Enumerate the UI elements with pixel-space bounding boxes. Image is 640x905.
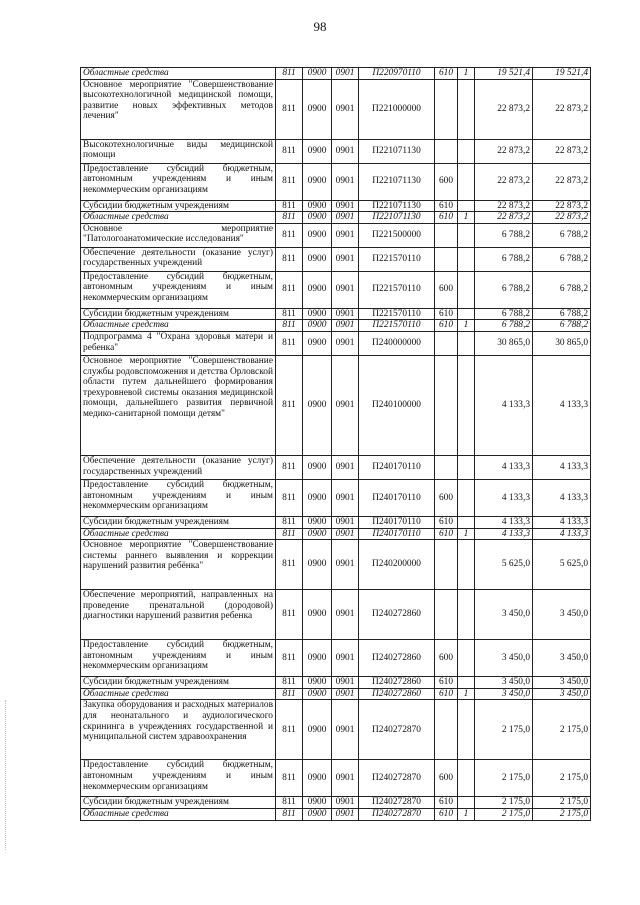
funding-source-code	[458, 590, 475, 640]
target-article-code: П221000000	[359, 79, 435, 139]
row-description: Областные средства	[81, 320, 276, 332]
amount-approved: 4 133,3	[475, 528, 533, 540]
amount-final: 2 175,0	[533, 797, 591, 809]
funding-source-code	[458, 223, 475, 247]
table-row	[81, 640, 591, 677]
table-row	[81, 688, 591, 700]
admin-code: 811	[276, 139, 303, 163]
subsection-code: 0901	[332, 79, 359, 139]
table-row	[81, 528, 591, 540]
expense-type-code: 600	[435, 163, 458, 200]
subsection-code: 0901	[332, 355, 359, 455]
amount-approved: 6 788,2	[475, 223, 533, 247]
amount-approved: 2 175,0	[475, 760, 533, 797]
section-code: 0900	[303, 700, 332, 760]
target-article-code: П240272870	[359, 797, 435, 809]
section-code: 0900	[303, 223, 332, 247]
amount-final: 30 865,0	[533, 331, 591, 355]
amount-approved: 3 450,0	[475, 590, 533, 640]
expense-type-code	[435, 455, 458, 479]
section-code: 0900	[303, 590, 332, 640]
row-description: Основное мероприятие "Совершенствование службы родовспоможения и детства Орловской области путем дальнейшего формирования трехуровневой системы оказания медицинской помощи, дальнейшего развития первичной медико-санитарной помощи детям"	[81, 355, 276, 455]
funding-source-code	[458, 139, 475, 163]
amount-approved: 6 788,2	[475, 320, 533, 332]
admin-code: 811	[276, 355, 303, 455]
section-code: 0900	[303, 808, 332, 820]
target-article-code: П240272870	[359, 760, 435, 797]
subsection-code: 0901	[332, 212, 359, 224]
amount-approved: 2 175,0	[475, 700, 533, 760]
expense-type-code	[435, 700, 458, 760]
funding-source-code: 1	[458, 688, 475, 700]
funding-source-code	[458, 700, 475, 760]
row-description: Субсидии бюджетным учреждениям	[81, 516, 276, 528]
amount-final: 3 450,0	[533, 677, 591, 689]
amount-approved: 22 873,2	[475, 212, 533, 224]
funding-source-code	[458, 455, 475, 479]
expense-type-code: 610	[435, 808, 458, 820]
amount-final: 6 788,2	[533, 247, 591, 271]
row-description: Предоставление субсидий бюджетным, автономным учреждениям и иным некоммерческим организациям	[81, 163, 276, 200]
table-row	[81, 479, 591, 516]
row-description: Обеспечение деятельности (оказание услуг) государственных учреждений	[81, 247, 276, 271]
row-description: Субсидии бюджетным учреждениям	[81, 797, 276, 809]
row-description: Областные средства	[81, 528, 276, 540]
row-description: Областные средства	[81, 212, 276, 224]
target-article-code: П221570110	[359, 271, 435, 308]
row-description: Предоставление субсидий бюджетным, автономным учреждениям и иным некоммерческим организациям	[81, 271, 276, 308]
target-article-code: П240272870	[359, 808, 435, 820]
subsection-code: 0901	[332, 688, 359, 700]
target-article-code: П240272870	[359, 700, 435, 760]
expense-type-code: 610	[435, 516, 458, 528]
admin-code: 811	[276, 479, 303, 516]
admin-code: 811	[276, 223, 303, 247]
section-code: 0900	[303, 320, 332, 332]
admin-code: 811	[276, 528, 303, 540]
funding-source-code: 1	[458, 528, 475, 540]
target-article-code: П221500000	[359, 223, 435, 247]
expense-type-code	[435, 223, 458, 247]
amount-approved: 4 133,3	[475, 455, 533, 479]
amount-final: 22 873,2	[533, 200, 591, 212]
target-article-code: П240200000	[359, 540, 435, 590]
expense-type-code: 610	[435, 68, 458, 80]
table-row	[81, 590, 591, 640]
expense-type-code: 610	[435, 308, 458, 320]
admin-code: 811	[276, 590, 303, 640]
admin-code: 811	[276, 516, 303, 528]
table-row	[81, 760, 591, 797]
table-row	[81, 540, 591, 590]
admin-code: 811	[276, 688, 303, 700]
amount-approved: 3 450,0	[475, 688, 533, 700]
admin-code: 811	[276, 320, 303, 332]
amount-approved: 19 521,4	[475, 68, 533, 80]
amount-approved: 3 450,0	[475, 640, 533, 677]
amount-final: 6 788,2	[533, 223, 591, 247]
subsection-code: 0901	[332, 700, 359, 760]
subsection-code: 0901	[332, 247, 359, 271]
subsection-code: 0901	[332, 540, 359, 590]
amount-final: 2 175,0	[533, 700, 591, 760]
scan-margin-mark	[5, 700, 8, 850]
target-article-code: П240000000	[359, 331, 435, 355]
amount-final: 19 521,4	[533, 68, 591, 80]
section-code: 0900	[303, 331, 332, 355]
subsection-code: 0901	[332, 223, 359, 247]
amount-final: 22 873,2	[533, 163, 591, 200]
amount-approved: 2 175,0	[475, 797, 533, 809]
expense-type-code: 600	[435, 271, 458, 308]
row-description: Основное мероприятие "Совершенствование высокотехнологичной медицинской помощи, развитие новых эффективных методов лечения"	[81, 79, 276, 139]
target-article-code: П240272860	[359, 688, 435, 700]
row-description: Субсидии бюджетным учреждениям	[81, 308, 276, 320]
target-article-code: П221071130	[359, 163, 435, 200]
target-article-code: П240170110	[359, 479, 435, 516]
expense-type-code	[435, 247, 458, 271]
table-row	[81, 68, 591, 80]
section-code: 0900	[303, 528, 332, 540]
amount-final: 22 873,2	[533, 139, 591, 163]
row-description: Основное мероприятие "Патологоанатомические исследования"	[81, 223, 276, 247]
subsection-code: 0901	[332, 516, 359, 528]
table-row	[81, 200, 591, 212]
subsection-code: 0901	[332, 271, 359, 308]
section-code: 0900	[303, 212, 332, 224]
target-article-code: П221071130	[359, 139, 435, 163]
funding-source-code	[458, 200, 475, 212]
amount-approved: 22 873,2	[475, 200, 533, 212]
amount-final: 4 133,3	[533, 355, 591, 455]
expense-type-code: 610	[435, 320, 458, 332]
amount-final: 6 788,2	[533, 320, 591, 332]
admin-code: 811	[276, 540, 303, 590]
row-description: Обеспечение мероприятий, направленных на проведение пренатальной (дородовой) диагностики нарушений развития ребенка	[81, 590, 276, 640]
admin-code: 811	[276, 247, 303, 271]
expense-type-code	[435, 540, 458, 590]
row-description: Основное мероприятие "Совершенствование системы раннего выявления и коррекции нарушений развития ребёнка"	[81, 540, 276, 590]
table-row	[81, 79, 591, 139]
expense-type-code	[435, 79, 458, 139]
row-description: Обеспечение деятельности (оказание услуг) государственных учреждений	[81, 455, 276, 479]
target-article-code: П221570110	[359, 320, 435, 332]
table-row	[81, 212, 591, 224]
section-code: 0900	[303, 355, 332, 455]
expense-type-code	[435, 139, 458, 163]
section-code: 0900	[303, 200, 332, 212]
target-article-code: П240272860	[359, 677, 435, 689]
admin-code: 811	[276, 79, 303, 139]
table-row	[81, 271, 591, 308]
subsection-code: 0901	[332, 320, 359, 332]
funding-source-code	[458, 760, 475, 797]
section-code: 0900	[303, 516, 332, 528]
section-code: 0900	[303, 79, 332, 139]
target-article-code: П240272860	[359, 590, 435, 640]
target-article-code: П220970110	[359, 68, 435, 80]
amount-approved: 3 450,0	[475, 677, 533, 689]
subsection-code: 0901	[332, 528, 359, 540]
section-code: 0900	[303, 640, 332, 677]
table-row	[81, 139, 591, 163]
subsection-code: 0901	[332, 760, 359, 797]
section-code: 0900	[303, 247, 332, 271]
admin-code: 811	[276, 163, 303, 200]
funding-source-code: 1	[458, 808, 475, 820]
table-row	[81, 516, 591, 528]
target-article-code: П240272860	[359, 640, 435, 677]
subsection-code: 0901	[332, 331, 359, 355]
subsection-code: 0901	[332, 308, 359, 320]
amount-final: 22 873,2	[533, 79, 591, 139]
admin-code: 811	[276, 212, 303, 224]
amount-approved: 4 133,3	[475, 516, 533, 528]
target-article-code: П221071130	[359, 212, 435, 224]
expense-type-code: 610	[435, 797, 458, 809]
expense-type-code: 600	[435, 640, 458, 677]
row-description: Субсидии бюджетным учреждениям	[81, 200, 276, 212]
amount-approved: 22 873,2	[475, 163, 533, 200]
target-article-code: П240170110	[359, 516, 435, 528]
row-description: Предоставление субсидий бюджетным, автономным учреждениям и иным некоммерческим организациям	[81, 479, 276, 516]
funding-source-code: 1	[458, 320, 475, 332]
table-row	[81, 308, 591, 320]
subsection-code: 0901	[332, 797, 359, 809]
budget-table-body	[81, 68, 591, 821]
amount-approved: 4 133,3	[475, 355, 533, 455]
section-code: 0900	[303, 308, 332, 320]
amount-approved: 22 873,2	[475, 139, 533, 163]
section-code: 0900	[303, 455, 332, 479]
expense-type-code: 610	[435, 200, 458, 212]
admin-code: 811	[276, 760, 303, 797]
funding-source-code	[458, 677, 475, 689]
subsection-code: 0901	[332, 808, 359, 820]
admin-code: 811	[276, 700, 303, 760]
expense-type-code: 610	[435, 677, 458, 689]
admin-code: 811	[276, 331, 303, 355]
target-article-code: П221570110	[359, 308, 435, 320]
section-code: 0900	[303, 540, 332, 590]
amount-approved: 6 788,2	[475, 271, 533, 308]
target-article-code: П221071130	[359, 200, 435, 212]
subsection-code: 0901	[332, 590, 359, 640]
amount-approved: 22 873,2	[475, 79, 533, 139]
funding-source-code	[458, 247, 475, 271]
table-row	[81, 808, 591, 820]
section-code: 0900	[303, 271, 332, 308]
admin-code: 811	[276, 677, 303, 689]
admin-code: 811	[276, 271, 303, 308]
subsection-code: 0901	[332, 139, 359, 163]
amount-approved: 4 133,3	[475, 479, 533, 516]
target-article-code: П240100000	[359, 355, 435, 455]
expense-type-code: 610	[435, 688, 458, 700]
section-code: 0900	[303, 479, 332, 516]
target-article-code: П221570110	[359, 247, 435, 271]
amount-final: 4 133,3	[533, 455, 591, 479]
funding-source-code	[458, 163, 475, 200]
amount-final: 4 133,3	[533, 528, 591, 540]
funding-source-code: 1	[458, 212, 475, 224]
admin-code: 811	[276, 200, 303, 212]
row-description: Субсидии бюджетным учреждениям	[81, 677, 276, 689]
admin-code: 811	[276, 455, 303, 479]
budget-table	[80, 67, 591, 821]
expense-type-code	[435, 331, 458, 355]
row-description: Областные средства	[81, 688, 276, 700]
funding-source-code	[458, 640, 475, 677]
section-code: 0900	[303, 677, 332, 689]
expense-type-code	[435, 355, 458, 455]
row-description: Закупка оборудования и расходных материалов для неонатального и аудиологического скрининга в учреждениях государственной и муниципальной систем здравоохранения	[81, 700, 276, 760]
funding-source-code	[458, 479, 475, 516]
expense-type-code: 600	[435, 760, 458, 797]
section-code: 0900	[303, 68, 332, 80]
subsection-code: 0901	[332, 68, 359, 80]
funding-source-code	[458, 355, 475, 455]
amount-final: 2 175,0	[533, 808, 591, 820]
subsection-code: 0901	[332, 200, 359, 212]
funding-source-code	[458, 79, 475, 139]
admin-code: 811	[276, 68, 303, 80]
amount-final: 3 450,0	[533, 640, 591, 677]
admin-code: 811	[276, 808, 303, 820]
amount-approved: 6 788,2	[475, 247, 533, 271]
page-number: 98	[313, 19, 327, 34]
row-description: Предоставление субсидий бюджетным, автономным учреждениям и иным некоммерческим организациям	[81, 760, 276, 797]
amount-approved: 5 625,0	[475, 540, 533, 590]
subsection-code: 0901	[332, 163, 359, 200]
target-article-code: П240170110	[359, 455, 435, 479]
subsection-code: 0901	[332, 640, 359, 677]
amount-approved: 6 788,2	[475, 308, 533, 320]
amount-final: 4 133,3	[533, 516, 591, 528]
table-row	[81, 331, 591, 355]
amount-final: 6 788,2	[533, 271, 591, 308]
expense-type-code: 610	[435, 528, 458, 540]
target-article-code: П240170110	[359, 528, 435, 540]
subsection-code: 0901	[332, 479, 359, 516]
table-row	[81, 677, 591, 689]
subsection-code: 0901	[332, 677, 359, 689]
funding-source-code	[458, 308, 475, 320]
section-code: 0900	[303, 163, 332, 200]
amount-final: 4 133,3	[533, 479, 591, 516]
expense-type-code: 600	[435, 479, 458, 516]
funding-source-code	[458, 540, 475, 590]
table-row	[81, 163, 591, 200]
expense-type-code: 610	[435, 212, 458, 224]
funding-source-code: 1	[458, 68, 475, 80]
amount-final: 5 625,0	[533, 540, 591, 590]
table-row	[81, 223, 591, 247]
admin-code: 811	[276, 797, 303, 809]
table-row	[81, 797, 591, 809]
table-row	[81, 455, 591, 479]
amount-final: 22 873,2	[533, 212, 591, 224]
section-code: 0900	[303, 797, 332, 809]
funding-source-code	[458, 271, 475, 308]
amount-final: 6 788,2	[533, 308, 591, 320]
table-row	[81, 247, 591, 271]
funding-source-code	[458, 331, 475, 355]
table-row	[81, 700, 591, 760]
amount-approved: 30 865,0	[475, 331, 533, 355]
amount-final: 3 450,0	[533, 688, 591, 700]
admin-code: 811	[276, 308, 303, 320]
row-description: Высокотехнологичные виды медицинской помощи	[81, 139, 276, 163]
subsection-code: 0901	[332, 455, 359, 479]
row-description: Предоставление субсидий бюджетным, автономным учреждениям и иным некоммерческим организациям	[81, 640, 276, 677]
table-row	[81, 320, 591, 332]
funding-source-code	[458, 516, 475, 528]
row-description: Областные средства	[81, 808, 276, 820]
row-description: Подпрограмма 4 "Охрана здоровья матери и ребенка"	[81, 331, 276, 355]
amount-approved: 2 175,0	[475, 808, 533, 820]
amount-final: 3 450,0	[533, 590, 591, 640]
section-code: 0900	[303, 688, 332, 700]
section-code: 0900	[303, 139, 332, 163]
funding-source-code	[458, 797, 475, 809]
row-description: Областные средства	[81, 68, 276, 80]
admin-code: 811	[276, 640, 303, 677]
section-code: 0900	[303, 760, 332, 797]
table-row	[81, 355, 591, 455]
amount-final: 2 175,0	[533, 760, 591, 797]
expense-type-code	[435, 590, 458, 640]
